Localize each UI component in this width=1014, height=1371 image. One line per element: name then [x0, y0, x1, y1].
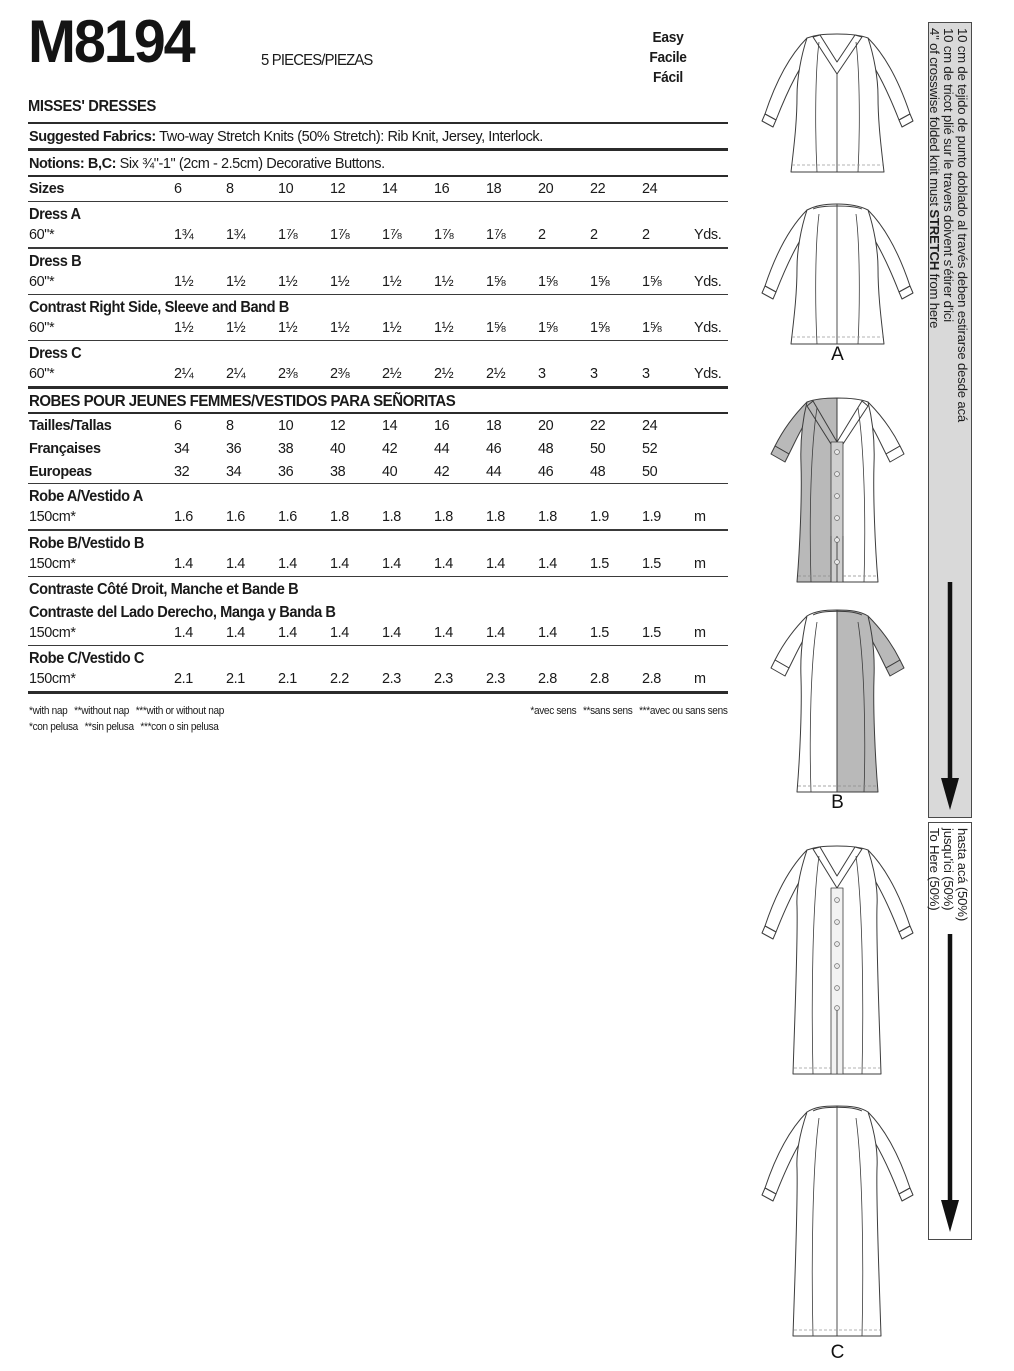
- dress-c-front-illustration: [745, 830, 930, 1097]
- metric-cell: 1.4: [382, 624, 401, 642]
- size-cell: 12: [330, 180, 346, 198]
- table-row-europeas: [28, 460, 728, 483]
- french-size-cell: 40: [330, 440, 346, 458]
- dress-b-front-illustration: [745, 386, 930, 606]
- dress-a-back-icon: [745, 194, 930, 354]
- table-row-contraste-b: [28, 623, 728, 645]
- size-cell: 8: [226, 417, 234, 435]
- unit-label: Yds.: [694, 272, 722, 290]
- metric-cell: 2.1: [226, 670, 245, 688]
- yardage-cell: 1⅞: [434, 226, 454, 244]
- sizes-label: Sizes: [29, 180, 65, 198]
- section-title-contraste-b-fr: Contraste Côté Droit, Manche et Bande B: [28, 581, 299, 599]
- size-cell: 18: [486, 180, 502, 198]
- yardage-cell: 1¾: [174, 226, 194, 244]
- yardage-cell: 3: [590, 365, 598, 383]
- euro-size-cell: 44: [486, 463, 502, 481]
- euro-size-cell: 34: [226, 463, 242, 481]
- dress-a-front-illustration: [745, 22, 930, 202]
- yardage-cell: 1¾: [226, 226, 246, 244]
- french-size-cell: 44: [434, 440, 450, 458]
- metric-cell: 1.4: [434, 624, 453, 642]
- metric-cell: 1.4: [330, 624, 349, 642]
- metric-cell: 2.1: [174, 670, 193, 688]
- euro-size-cell: 46: [538, 463, 554, 481]
- table-row-dress-c: [28, 364, 728, 386]
- section-title-robe-c: Robe C/Vestido C: [28, 650, 144, 668]
- euro-size-cell: 36: [278, 463, 294, 481]
- footnotes-right: [520, 703, 728, 719]
- yardage-cell: 1½: [382, 319, 402, 337]
- metric-cell: 2.1: [278, 670, 297, 688]
- yardage-cell: 1⅝: [538, 272, 558, 290]
- yardage-cell: 1½: [382, 272, 402, 290]
- table-row-dress-b: [28, 272, 728, 294]
- french-size-cell: 48: [538, 440, 554, 458]
- size-cell: 16: [434, 180, 450, 198]
- footnotes: [28, 703, 728, 745]
- stretch-instruction-en: 4" of crosswise folded knit must STRETCH from here: [927, 28, 942, 329]
- view-letter-b: B: [831, 792, 844, 813]
- notions-value: Six ¾"-1" (2cm - 2.5cm) Decorative Buttons.: [119, 154, 385, 172]
- yardage-cell: 1½: [330, 319, 350, 337]
- unit-label: Yds.: [694, 365, 722, 383]
- size-cell: 14: [382, 417, 398, 435]
- dress-a-front-icon: [745, 22, 930, 197]
- footnote-avec-sens: *avec sens: [530, 704, 577, 717]
- to-here-es: hasta acá (50%): [955, 828, 970, 922]
- difficulty-en: Easy: [652, 30, 684, 46]
- size-cell: 20: [538, 180, 554, 198]
- euro-size-cell: 48: [590, 463, 606, 481]
- yardage-cell: 1½: [330, 272, 350, 290]
- french-size-cell: 38: [278, 440, 294, 458]
- metric-cell: 1.5: [642, 554, 661, 572]
- size-cell: 12: [330, 417, 346, 435]
- metric-cell: 1.4: [538, 554, 557, 572]
- yardage-cell: 1½: [434, 319, 454, 337]
- fabric-width-label: 60"*: [29, 365, 55, 383]
- yardage-cell: 1⅝: [486, 272, 506, 290]
- table-row-tailles: [28, 414, 728, 437]
- yardage-cell: 1½: [174, 272, 194, 290]
- tailles-label: Tailles/Tallas: [29, 417, 112, 435]
- yardage-cell: 1⅝: [642, 272, 662, 290]
- french-size-cell: 36: [226, 440, 242, 458]
- stretch-instruction-fr: 10 cm de tricot plié sur le travers doivent s'étirer d'ici: [941, 28, 956, 322]
- yardage-cell: 1½: [278, 272, 298, 290]
- euro-size-cell: 38: [330, 463, 346, 481]
- metric-cell: 1.8: [538, 508, 557, 526]
- europeas-label: Europeas: [29, 463, 92, 481]
- euro-size-cell: 32: [174, 463, 190, 481]
- yardage-cell: 1⅝: [486, 319, 506, 337]
- metric-cell: 2.8: [538, 670, 557, 688]
- divider: [28, 691, 728, 693]
- metric-cell: 1.4: [486, 624, 505, 642]
- metric-cell: 2.3: [486, 670, 505, 688]
- metric-cell: 1.8: [486, 508, 505, 526]
- yardage-cell: 1⅞: [486, 226, 506, 244]
- yardage-cell: 1½: [226, 319, 246, 337]
- dress-c-back-illustration: [745, 1092, 930, 1362]
- metric-cell: 1.4: [226, 554, 245, 572]
- section-title-dress-c: Dress C: [28, 345, 82, 363]
- yardage-cell: 1½: [434, 272, 454, 290]
- view-letter-a: A: [831, 344, 844, 365]
- dress-c-front-icon: [745, 830, 930, 1092]
- euro-size-cell: 50: [642, 463, 658, 481]
- metric-cell: 1.4: [226, 624, 245, 642]
- section-title-contrast-b: Contrast Right Side, Sleeve and Band B: [28, 299, 289, 317]
- yardage-cell: 1⅝: [538, 319, 558, 337]
- fabric-width-label: 60"*: [29, 319, 55, 337]
- dress-c-back-icon: [745, 1092, 930, 1357]
- table-row-contrast-b: [28, 318, 728, 340]
- metric-cell: 1.8: [330, 508, 349, 526]
- metric-cell: 1.9: [590, 508, 609, 526]
- size-cell: 8: [226, 180, 234, 198]
- yardage-cell: 3: [538, 365, 546, 383]
- metric-cell: 1.4: [434, 554, 453, 572]
- footnote-avec-ou-sans-sens: ***avec ou sans sens: [639, 704, 728, 717]
- yardage-cell: 1½: [278, 319, 298, 337]
- suggested-fabrics-line: [28, 124, 697, 148]
- to-here-en: To Here (50%): [927, 828, 942, 911]
- yardage-cell: 1½: [226, 272, 246, 290]
- metric-cell: 1.8: [382, 508, 401, 526]
- size-cell: 6: [174, 417, 182, 435]
- size-cell: 18: [486, 417, 502, 435]
- size-cell: 14: [382, 180, 398, 198]
- yardage-cell: 2¼: [174, 365, 194, 383]
- metric-heading: ROBES POUR JEUNES FEMMES/VESTIDOS PARA SEÑORITAS: [28, 392, 456, 410]
- difficulty-es: Fácil: [653, 70, 683, 86]
- fabric-width-label: 60"*: [29, 272, 55, 290]
- unit-label: m: [694, 554, 706, 572]
- size-cell: 10: [278, 417, 294, 435]
- footnote-with-or-without-nap: ***with or without nap: [135, 704, 225, 717]
- metric-cell: 2.8: [642, 670, 661, 688]
- yardage-cell: 1⅝: [642, 319, 662, 337]
- table-row-sizes: [28, 177, 728, 201]
- unit-label: m: [694, 508, 706, 526]
- yardage-cell: 2½: [486, 365, 506, 383]
- difficulty-badge: [608, 28, 728, 88]
- metric-width-label: 150cm*: [29, 624, 76, 642]
- yardage-cell: 2⅜: [278, 365, 298, 383]
- header: [28, 8, 728, 94]
- to-here-fr: jusqu'ici (50%): [941, 828, 956, 911]
- table-row-francaises: [28, 437, 728, 460]
- stretch-instruction-es: 10 cm de tejido de punto doblado al través deben estirarse desde acá: [955, 28, 970, 423]
- metric-width-label: 150cm*: [29, 670, 76, 688]
- view-letter-c: C: [830, 1342, 845, 1363]
- french-size-cell: 46: [486, 440, 502, 458]
- metric-cell: 1.9: [642, 508, 661, 526]
- suggested-fabrics-value: Two-way Stretch Knits (50% Stretch): Rib Knit, Jersey, Interlock.: [159, 128, 543, 146]
- difficulty-fr: Facile: [649, 50, 687, 66]
- stretch-down-arrow-lower-icon: [939, 934, 961, 1234]
- metric-cell: 1.4: [330, 554, 349, 572]
- metric-width-label: 150cm*: [29, 508, 76, 526]
- metric-cell: 1.5: [590, 554, 609, 572]
- euro-size-cell: 42: [434, 463, 450, 481]
- metric-cell: 2.8: [590, 670, 609, 688]
- metric-cell: 2.2: [330, 670, 349, 688]
- dress-b-back-icon: [745, 600, 930, 810]
- metric-cell: 1.6: [174, 508, 193, 526]
- metric-cell: 1.4: [174, 554, 193, 572]
- dress-b-back-illustration: [745, 600, 930, 815]
- table-row-robe-a: [28, 507, 728, 529]
- page-title: M8194: [28, 8, 194, 75]
- french-size-cell: 50: [590, 440, 606, 458]
- footnote-sans-sens: **sans sens: [583, 704, 633, 717]
- notions-line: [28, 151, 697, 175]
- metric-cell: 2.3: [434, 670, 453, 688]
- french-size-cell: 34: [174, 440, 190, 458]
- metric-cell: 1.6: [278, 508, 297, 526]
- metric-cell: 1.5: [642, 624, 661, 642]
- metric-cell: 1.4: [174, 624, 193, 642]
- size-cell: 6: [174, 180, 182, 198]
- unit-label: m: [694, 624, 706, 642]
- yardage-cell: 2¼: [226, 365, 246, 383]
- dress-a-back-illustration: [745, 194, 930, 365]
- table-row-robe-c: [28, 669, 728, 691]
- pieces-count: 5 PIECES/PIEZAS: [261, 52, 373, 69]
- yardage-cell: 1⅞: [330, 226, 350, 244]
- section-title-robe-b: Robe B/Vestido B: [28, 534, 144, 552]
- suggested-fabrics-label: Suggested Fabrics:: [28, 128, 156, 146]
- section-title-dress-a: Dress A: [28, 206, 81, 224]
- french-size-cell: 42: [382, 440, 398, 458]
- metric-cell: 1.6: [226, 508, 245, 526]
- footnote-con-o-sin-pelusa: ***con o sin pelusa: [140, 720, 219, 733]
- section-title-contraste-b-es: Contraste del Lado Derecho, Manga y Banda B: [28, 604, 336, 622]
- yardage-table: [28, 122, 728, 745]
- dress-b-front-icon: [745, 386, 930, 601]
- unit-label: Yds.: [694, 319, 722, 337]
- footnote-with-nap: *with nap: [29, 704, 68, 717]
- size-cell: 22: [590, 417, 606, 435]
- yardage-cell: 2½: [434, 365, 454, 383]
- section-title-robe-a: Robe A/Vestido A: [28, 488, 143, 506]
- size-cell: 16: [434, 417, 450, 435]
- metric-cell: 1.8: [434, 508, 453, 526]
- francaises-label: Françaises: [29, 440, 101, 458]
- euro-size-cell: 40: [382, 463, 398, 481]
- footnote-con-pelusa: *con pelusa: [29, 720, 78, 733]
- metric-cell: 2.3: [382, 670, 401, 688]
- yardage-cell: 3: [642, 365, 650, 383]
- stretch-gauge: [928, 22, 972, 1240]
- metric-cell: 1.4: [278, 554, 297, 572]
- metric-cell: 1.4: [278, 624, 297, 642]
- section-title-dress-b: Dress B: [28, 252, 82, 270]
- table-row-dress-a: [28, 225, 728, 247]
- metric-cell: 1.5: [590, 624, 609, 642]
- size-cell: 24: [642, 417, 658, 435]
- size-cell: 24: [642, 180, 658, 198]
- footnotes-left: [29, 703, 234, 735]
- yardage-cell: 2: [590, 226, 598, 244]
- footnote-without-nap: **without nap: [74, 704, 130, 717]
- yardage-cell: 1⅞: [278, 226, 298, 244]
- size-cell: 22: [590, 180, 606, 198]
- size-cell: 10: [278, 180, 294, 198]
- french-size-cell: 52: [642, 440, 658, 458]
- yardage-cell: 2: [538, 226, 546, 244]
- footnote-sin-pelusa: **sin pelusa: [84, 720, 134, 733]
- size-cell: 20: [538, 417, 554, 435]
- yardage-cell: 1⅝: [590, 272, 610, 290]
- metric-cell: 1.4: [486, 554, 505, 572]
- metric-cell: 1.4: [382, 554, 401, 572]
- notions-label: Notions: B,C:: [28, 154, 117, 172]
- yardage-cell: 2½: [382, 365, 402, 383]
- table-row-robe-b: [28, 554, 728, 576]
- unit-label: Yds.: [694, 226, 722, 244]
- yardage-cell: 1⅝: [590, 319, 610, 337]
- category-title: MISSES' DRESSES: [28, 98, 156, 115]
- yardage-cell: 2⅜: [330, 365, 350, 383]
- yardage-cell: 1½: [174, 319, 194, 337]
- fabric-width-label: 60"*: [29, 226, 55, 244]
- unit-label: m: [694, 670, 706, 688]
- metric-width-label: 150cm*: [29, 554, 76, 572]
- yardage-cell: 1⅞: [382, 226, 402, 244]
- illustration-column: [745, 8, 930, 1363]
- yardage-cell: 2: [642, 226, 650, 244]
- stretch-down-arrow-upper-icon: [939, 582, 961, 812]
- metric-cell: 1.4: [538, 624, 557, 642]
